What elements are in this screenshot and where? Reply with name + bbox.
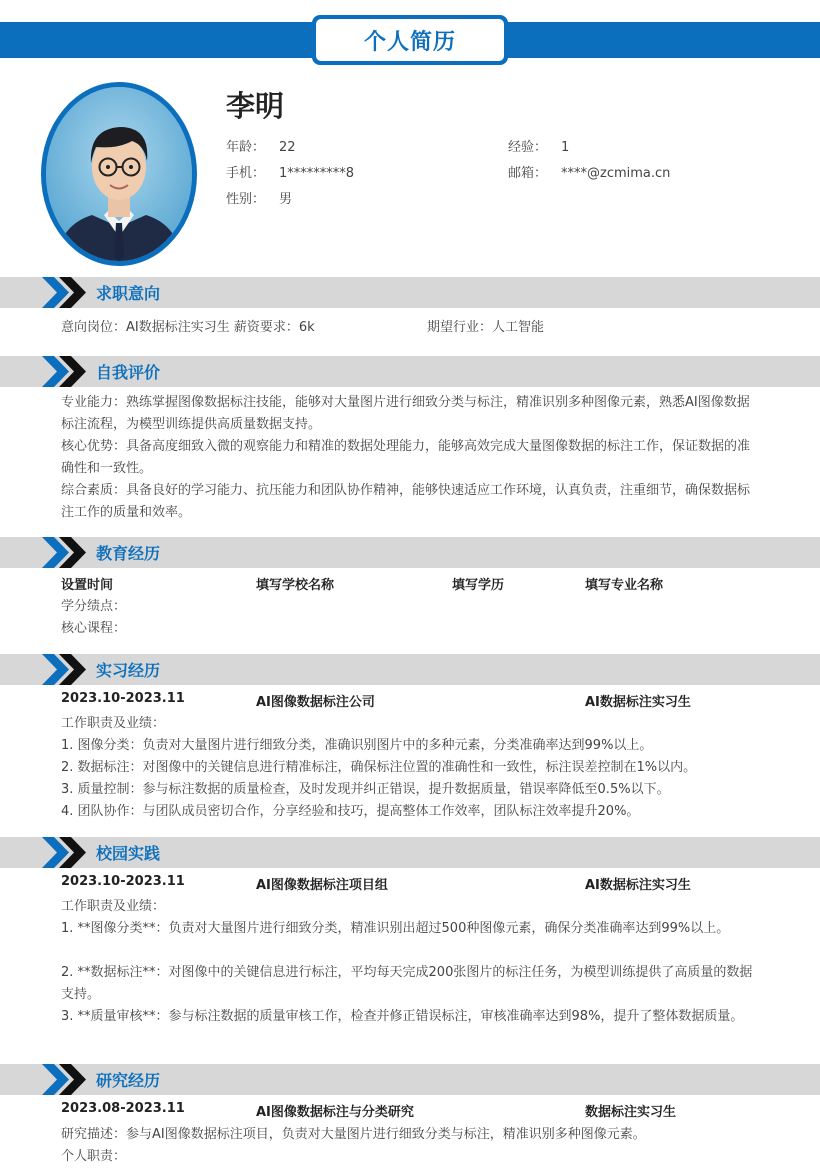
research-time: 2023.08-2023.11 bbox=[61, 1101, 185, 1116]
section-header-intent bbox=[0, 277, 820, 308]
internship-role: AI数据标注实习生 bbox=[585, 695, 691, 710]
campus-duty-label: 工作职责及业绩： bbox=[61, 899, 166, 914]
double-chevron-icon bbox=[40, 837, 90, 868]
research-duty-label: 个人职责： bbox=[61, 1149, 127, 1164]
education-courses: 核心课程： bbox=[61, 621, 127, 636]
research-project: AI图像数据标注与分类研究 bbox=[256, 1105, 414, 1120]
candidate-name: 李明 bbox=[226, 89, 285, 123]
gender-label: 性别： bbox=[226, 192, 266, 207]
section-title: 实习经历 bbox=[96, 661, 161, 680]
intent-position: 意向岗位：AI数据标注实习生 薪资要求：6k bbox=[61, 320, 315, 335]
section-header-campus bbox=[0, 837, 820, 868]
self-eval-paragraph: 综合素质：具备良好的学习能力、抗压能力和团队协作精神，能够快速适应工作环境，认真负责，注重细节，确保数据标注工作的质量和效率。 bbox=[61, 483, 751, 520]
email-value: ****@zcmima.cn bbox=[561, 166, 671, 181]
phone-value: 1*********8 bbox=[279, 166, 355, 181]
double-chevron-icon bbox=[40, 1064, 90, 1095]
internship-time: 2023.10-2023.11 bbox=[61, 691, 185, 706]
internship-duty-label: 工作职责及业绩： bbox=[61, 716, 166, 731]
avatar bbox=[46, 87, 192, 261]
research-role: 数据标注实习生 bbox=[585, 1105, 677, 1120]
section-title: 校园实践 bbox=[96, 844, 161, 863]
experience-field bbox=[508, 136, 569, 155]
campus-time: 2023.10-2023.11 bbox=[61, 874, 185, 889]
avatar-frame bbox=[41, 82, 197, 266]
double-chevron-icon bbox=[40, 277, 90, 308]
campus-role: AI数据标注实习生 bbox=[585, 878, 691, 893]
section-title: 教育经历 bbox=[96, 544, 161, 563]
campus-item: 1. **图像分类**：负责对大量图片进行细致分类，精准识别出超过500种图像元素，确保分类准确率达到99%以上。 bbox=[61, 921, 730, 936]
internship-item: 3. 质量控制：参与标注数据的质量检查，及时发现并纠正错误，提升数据质量，错误率降低至0.5%以下。 bbox=[61, 782, 670, 797]
education-gpa: 学分绩点： bbox=[61, 599, 127, 614]
internship-item: 2. 数据标注：对图像中的关键信息进行精准标注，确保标注位置的准确性和一致性，标注误差控制在1%以内。 bbox=[61, 760, 697, 775]
intent-industry: 期望行业：人工智能 bbox=[427, 320, 545, 335]
phone-label: 手机： bbox=[226, 166, 266, 181]
section-header-research bbox=[0, 1064, 820, 1095]
section-header-internship bbox=[0, 654, 820, 685]
age-label: 年龄： bbox=[226, 140, 266, 155]
section-title: 自我评价 bbox=[96, 363, 161, 382]
phone-field bbox=[226, 162, 354, 181]
internship-item: 4. 团队协作：与团队成员密切合作，分享经验和技巧，提高整体工作效率，团队标注效率提升20%。 bbox=[61, 804, 640, 819]
experience-label: 经验： bbox=[508, 140, 548, 155]
internship-item: 1. 图像分类：负责对大量图片进行细致分类，准确识别图片中的多种元素，分类准确率达到99%以上。 bbox=[61, 738, 653, 753]
self-eval-paragraph: 专业能力：熟练掌握图像数据标注技能，能够对大量图片进行细致分类与标注，精准识别多种图像元素，熟悉AI图像数据标注流程，为模型训练提供高质量数据支持。 bbox=[61, 395, 750, 432]
section-title: 求职意向 bbox=[96, 284, 161, 303]
age-value: 22 bbox=[279, 140, 296, 155]
age-field bbox=[226, 136, 296, 155]
double-chevron-icon bbox=[40, 356, 90, 387]
campus-item: 2. **数据标注**：对图像中的关键信息进行标注，平均每天完成200张图片的标注任务，为模型训练提供了高质量的数据支持。 bbox=[61, 965, 753, 1002]
email-label: 邮箱： bbox=[508, 166, 548, 181]
research-description: 研究描述：参与AI图像数据标注项目，负责对大量图片进行细致分类与标注，精准识别多种图像元素。 bbox=[61, 1127, 646, 1142]
gender-field bbox=[226, 188, 292, 207]
education-time: 设置时间 bbox=[61, 578, 114, 593]
education-school: 填写学校名称 bbox=[256, 578, 335, 593]
internship-company: AI图像数据标注公司 bbox=[256, 695, 375, 710]
section-header-education bbox=[0, 537, 820, 568]
self-eval-paragraph: 核心优势：具备高度细致入微的观察能力和精准的数据处理能力，能够高效完成大量图像数据的标注工作，保证数据的准确性和一致性。 bbox=[61, 439, 751, 476]
section-title: 研究经历 bbox=[96, 1071, 161, 1090]
experience-value: 1 bbox=[561, 140, 570, 155]
section-header-self-eval bbox=[0, 356, 820, 387]
education-degree: 填写学历 bbox=[452, 578, 505, 593]
resume-title-box bbox=[312, 15, 508, 65]
education-major: 填写专业名称 bbox=[585, 578, 664, 593]
email-field bbox=[508, 162, 670, 181]
resume-title: 个人简历 bbox=[316, 19, 504, 61]
campus-org: AI图像数据标注项目组 bbox=[256, 878, 388, 893]
campus-item: 3. **质量审核**：参与标注数据的质量审核工作，检查并修正错误标注，审核准确率达到98%，提升了整体数据质量。 bbox=[61, 1009, 744, 1024]
double-chevron-icon bbox=[40, 537, 90, 568]
gender-value: 男 bbox=[279, 192, 293, 207]
double-chevron-icon bbox=[40, 654, 90, 685]
